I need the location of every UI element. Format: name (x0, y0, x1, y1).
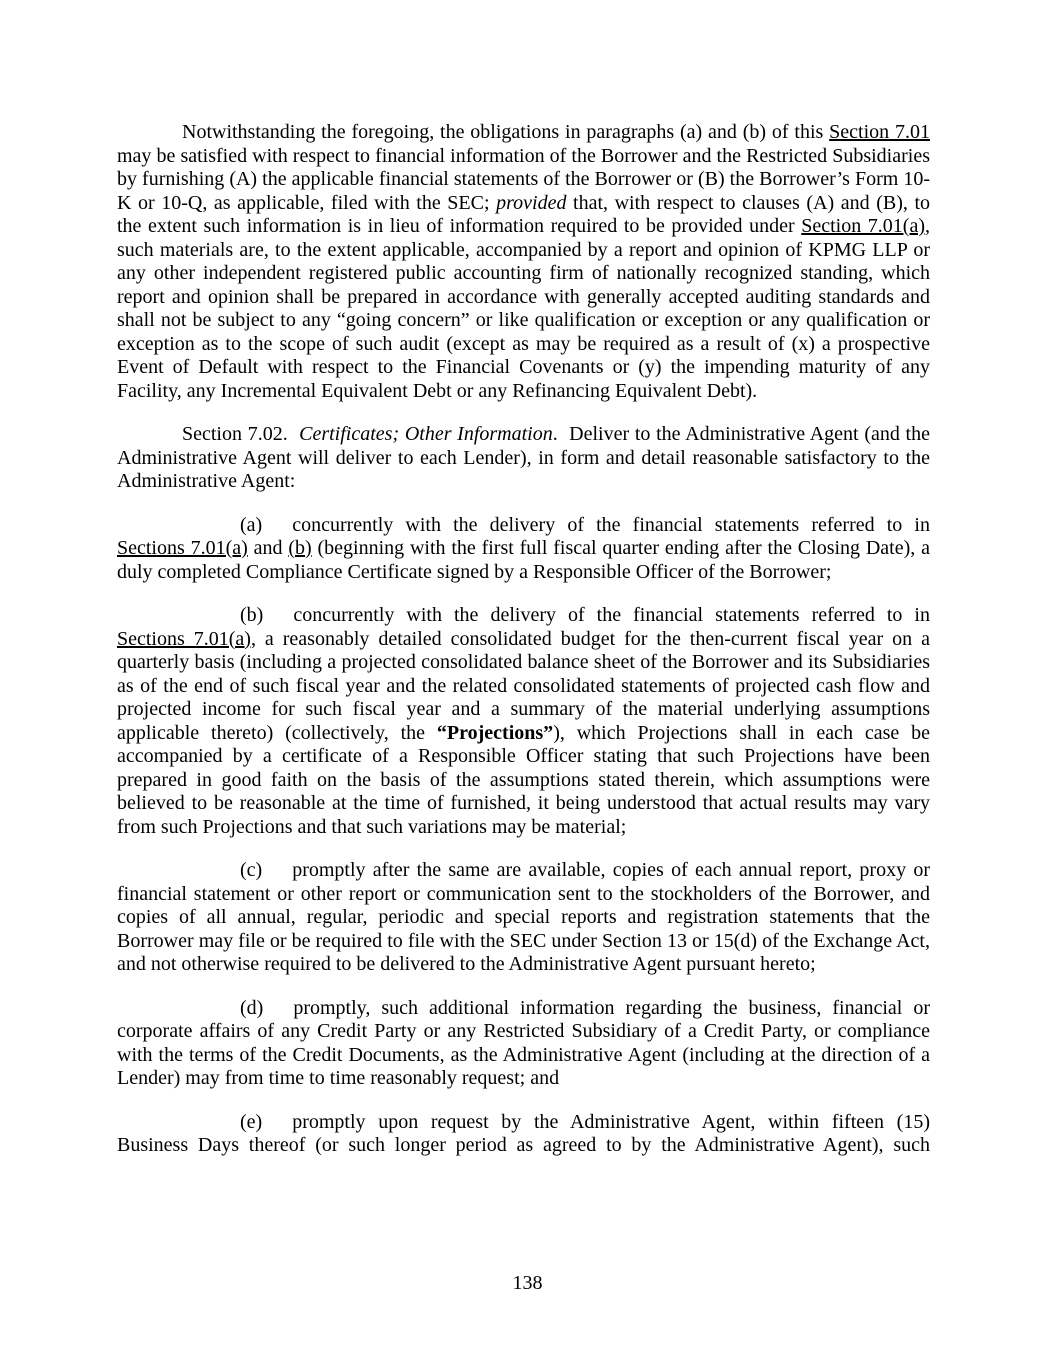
text-run: Sections 7.01(a) (117, 537, 248, 559)
document-body (117, 121, 930, 1158)
text-run: , such materials are, to the extent applicable, accompanied by a report and opinion of KPMG LLP or any other independent registered public accounting firm of nationally recognized standing, which report and opinion shall be prepared in accordance with generally accepted auditing standards and shall not be subject to any “going concern” or like qualification or exception or any qualification or exception as to the scope of such audit (except as may be required as a result of (x) a prospective Event of Default with respect to the Financial Covenants or (y) the impending maturity of any Facility, any Incremental Equivalent Debt or any Refinancing Equivalent Debt). (117, 215, 930, 402)
text-run: (d) (240, 996, 264, 1019)
text-run: Section 7.02. (182, 423, 300, 445)
text-run: (b) (288, 537, 312, 559)
text-run: promptly upon request by the Administrative Agent, within fifteen (15) Business Days thereof (or such longer period as agreed to by the Administrative Agent), such (117, 1110, 930, 1156)
text-run: Certificates; Other Information (299, 423, 553, 445)
text-run: provided (496, 191, 567, 214)
text-run: Section 7.01(a) (801, 215, 925, 237)
text-run: concurrently with the delivery of the financial statements referred to in (292, 513, 930, 536)
text-run: Section 7.01 (829, 121, 930, 143)
text-run: concurrently with the delivery of the financial statements referred to in (293, 604, 930, 626)
text-run: and (247, 537, 289, 559)
text-run: (a) (240, 513, 263, 536)
paragraph-7.02-item-a (117, 514, 930, 585)
text-run: promptly, such additional information regarding the business, financial or corporate affairs of any Credit Party or any Restricted Subsidiary of a Credit Party, or compliance with the terms of the Credit Documents, as the Administrative Agent (including at the direction of a Lender) may from time to time reasonably request; and (117, 996, 930, 1089)
text-run: ), which Projections shall in each case be accompanied by a certificate of a Responsible Officer stating that such Projections have been prepared in good faith on the basis of the assumptions stated therein, which assumptions were believed to be reasonable at the time of furnished, it being understood that actual results may vary from such Projections and that such variations may be material; (117, 721, 931, 838)
text-run: , a reasonably detailed consolidated budget for the then-current fiscal year on a quarterly basis (including a projected consolidated balance sheet of the Borrower and its Subsidiaries as of the end of such fiscal year and the related consolidated statements of projected cash flow and projected income for such fiscal year and a summary of the material underlying assumptions applicable thereto) (collectively, the (117, 627, 930, 744)
paragraph-7.02-item-b (117, 604, 930, 839)
text-run: (b) (240, 604, 264, 626)
paragraph-section-7.02-heading (117, 423, 930, 494)
text-run: Sections 7.01(a) (117, 627, 251, 650)
page-number: 138 (512, 1272, 543, 1294)
text-run: “Projections” (436, 721, 554, 744)
text-run: that, with respect to clauses (A) and (B), to the extent such information is in lieu of information required to be provided under (117, 191, 930, 237)
paragraph-7.02-item-e (117, 1111, 930, 1158)
text-run: (c) (240, 859, 263, 881)
paragraph-7.02-item-d (117, 997, 930, 1091)
text-run: Notwithstanding the foregoing, the obligations in paragraphs (a) and (b) of this (182, 121, 830, 143)
text-run: may be satisfied with respect to financial information of the Borrower and the Restricted Subsidiaries by furnishing (A) the applicable financial statements of the Borrower or (B) the Borrower’s Form 10-K or 10-Q, as applicable, filed with the SEC; (117, 144, 930, 214)
text-run: (beginning with the first full fiscal quarter ending after the Closing Date), a duly completed Compliance Certificate signed by a Responsible Officer of the Borrower; (117, 537, 930, 583)
text-run: (e) (240, 1110, 263, 1133)
paragraph-7.02-item-c (117, 859, 930, 977)
text-run: . Deliver to the Administrative Agent (and the Administrative Agent will deliver to each Lender), in form and detail reasonable satisfactory to the Administrative Agent: (117, 423, 930, 492)
paragraph-section-7.01-closing (117, 121, 930, 403)
text-run: promptly after the same are available, copies of each annual report, proxy or financial statement or other report or communication sent to the stockholders of the Borrower, and copies of all annual, regular, periodic and special reports and registration statements that the Borrower may file or be required to file with the SEC under Section 13 or 15(d) of the Exchange Act, and not otherwise required to be delivered to the Administrative Agent pursuant hereto; (117, 859, 930, 975)
